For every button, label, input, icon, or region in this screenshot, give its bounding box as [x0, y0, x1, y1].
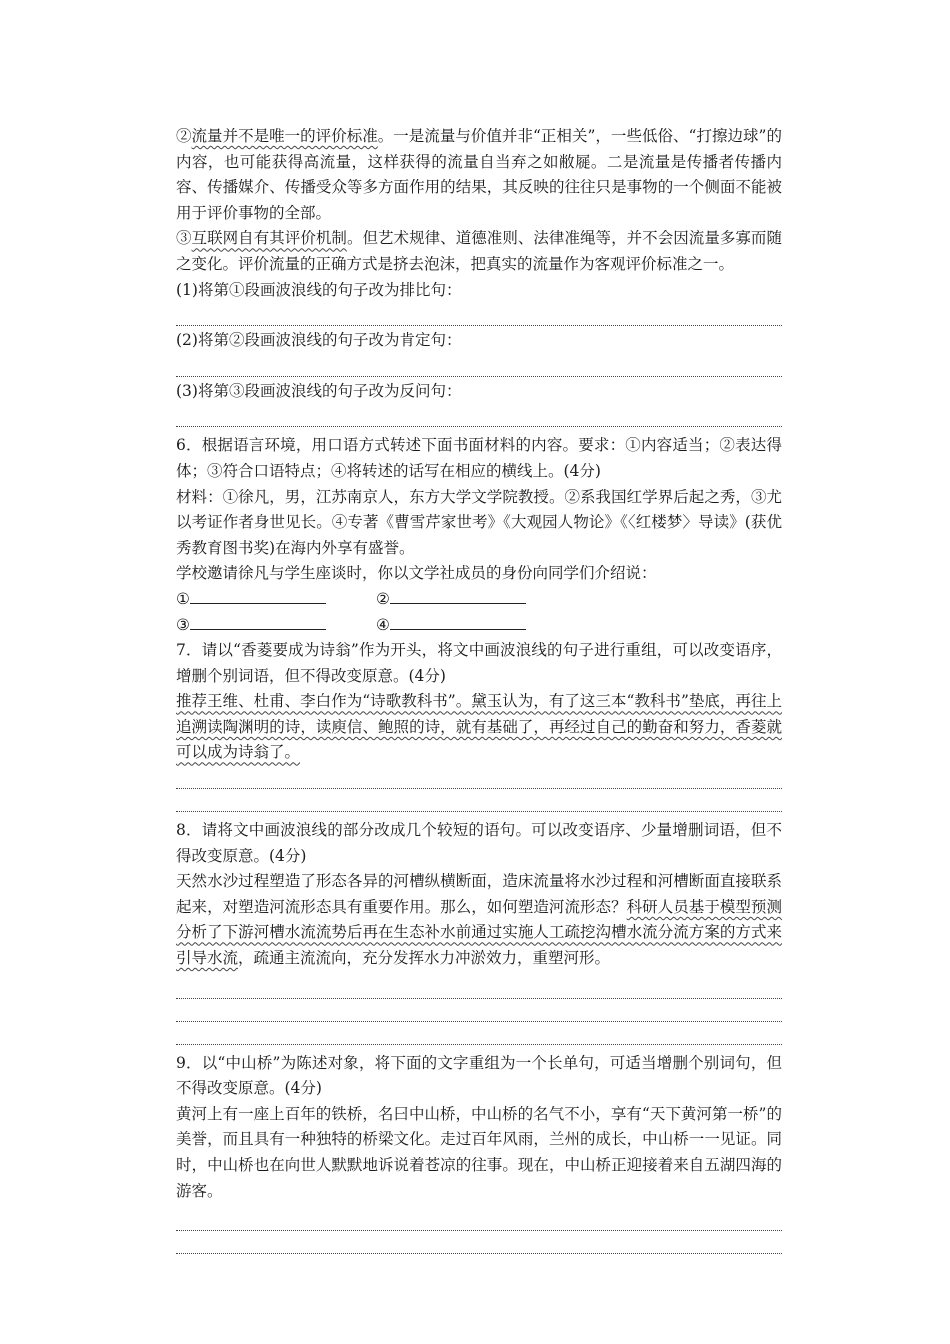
- para-number: ③: [176, 229, 192, 248]
- answer-line[interactable]: [176, 354, 782, 377]
- para-text: 。但艺术规律、道德准则、法律准绳等，并不会因流量多寡而随之变化。评价流量的正确方式是挤去泡沫，把真实的流量作为客观评价标准之一。: [176, 229, 782, 273]
- answer-line[interactable]: [176, 789, 782, 812]
- blank-row-2: [176, 613, 782, 639]
- blank-label: ④: [376, 615, 390, 634]
- wavy-passage: 科研人员基于模型预测分析了下游河槽水流流势后再在生态补水前通过实施人工疏挖沟槽水流分流方案的方式来引导水流: [176, 897, 782, 968]
- q9-prompt: 9．以“中山桥”为陈述对象，将下面的文字重组为一个长单句，可适当增删个别词句，但不得改变原意。(4分): [176, 1053, 782, 1098]
- answer-line[interactable]: [176, 303, 782, 326]
- q6-context: 学校邀请徐凡与学生座谈时，你以文学社成员的身份向同学们介绍说：: [176, 564, 657, 583]
- blank-row-1: [176, 587, 782, 613]
- answer-line[interactable]: [176, 766, 782, 789]
- q5-paragraph-3: [176, 226, 782, 277]
- q7-prompt: 7．请以“香菱要成为诗翁”作为开头，将文中画波浪线的句子进行重组，可以改变语序，增删个别词语，但不得改变原意。(4分): [176, 641, 782, 685]
- para-text: 。一是流量与价值并非“正相关”，一些低俗、“打擦边球”的内容，也可能获得高流量，这样获得的流量自当弃之如敝屣。二是流量是传播者传播内容、传播媒介、传播受众等多方面作用的结果，其反映的往往只是事物的一个侧面不能被用于评价事物的全部。: [176, 127, 782, 222]
- q8-text: [176, 869, 782, 971]
- answer-blank[interactable]: [190, 587, 326, 604]
- wavy-passage: 推荐王维、杜甫、李白作为“诗歌教科书”。黛玉认为，有了这三本“教科书”垫底，再往上追溯读陶渊明的诗，读庾信、鲍照的诗，就有基础了，再经过自己的勤奋和努力，香菱就可以成为诗翁了。: [176, 692, 782, 762]
- answer-line[interactable]: [176, 999, 782, 1022]
- q5-sub3: (3)将第③段画波浪线的句子改为反问句：: [176, 381, 462, 400]
- blank-label: ②: [376, 589, 390, 608]
- plain-text: ，疏通主流流向，充分发挥水力冲淤效力，重塑河形。: [238, 949, 611, 968]
- document-body: [176, 124, 782, 1254]
- q5-sub2: (2)将第②段画波浪线的句子改为肯定句：: [176, 331, 462, 350]
- blank-label: ③: [176, 615, 190, 634]
- q5-sub1: (1)将第①段画波浪线的句子改为排比句：: [176, 280, 462, 299]
- answer-blank[interactable]: [390, 587, 526, 604]
- q9-text: 黄河上有一座上百年的铁桥，名曰中山桥，中山桥的名气不小，享有“天下黄河第一桥”的美誉，而且具有一种独特的桥梁文化。走过百年风雨，兰州的成长，中山桥一一见证。同时，中山桥也在向世人默默地诉说着苍凉的往事。现在，中山桥正迎接着来自五湖四海的游客。: [176, 1104, 782, 1200]
- answer-line[interactable]: [176, 1208, 782, 1231]
- answer-line[interactable]: [176, 976, 782, 999]
- para-number: ②: [176, 127, 192, 145]
- answer-line[interactable]: [176, 1022, 782, 1045]
- q8-prompt: 8．请将文中画波浪线的部分改成几个较短的语句。可以改变语序、少量增删词语，但不得改变原意。(4分): [176, 821, 782, 865]
- answer-blank[interactable]: [390, 613, 526, 630]
- q5-paragraph-2: [176, 124, 782, 226]
- q7-text: [176, 689, 782, 766]
- plain-text: 天然水沙过程塑造了形态各异的河槽纵横断面，造床流量将水沙过程和河槽断面直接联系起来，对塑造河流形态具有重要作用。那么，如何塑造河流形态？: [176, 872, 782, 916]
- blank-label: ①: [176, 589, 190, 608]
- wavy-sentence-3: 互联网自有其评价机制: [191, 229, 347, 248]
- answer-blank[interactable]: [190, 613, 326, 630]
- answer-line[interactable]: [176, 1231, 782, 1254]
- q6-material: 材料：①徐凡，男，江苏南京人，东方大学文学院教授。②系我国红学界后起之秀，③尤以考证作者身世见长。④专著《曹雪芹家世考》《大观园人物论》《〈红楼梦〉导读》(获优秀教育图书奖)在海内外享有盛誉。: [176, 487, 782, 557]
- wavy-sentence-2: 流量并不是唯一的评价标准: [191, 127, 378, 145]
- answer-line[interactable]: [176, 404, 782, 427]
- q6-prompt: 6．根据语言环境，用口语方式转述下面书面材料的内容。要求：①内容适当；②表达得体；③符合口语特点；④将转述的话写在相应的横线上。(4分): [176, 436, 782, 480]
